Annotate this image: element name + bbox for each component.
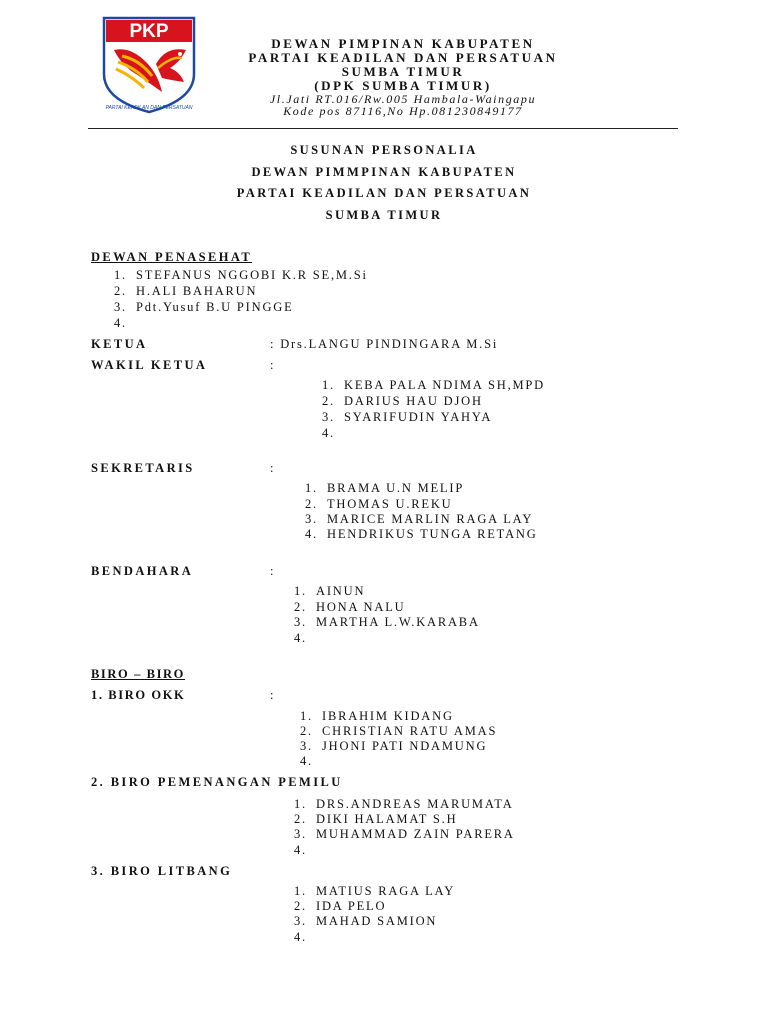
biro-heading: BIRO – BIRO: [91, 667, 186, 681]
list-item: [322, 394, 483, 409]
biro-okk-colon: :: [270, 688, 274, 702]
item-number: 2.: [294, 600, 307, 614]
title-line-2: DEWAN PIMMPINAN KABUPATEN: [251, 165, 517, 179]
list-item: [114, 268, 368, 283]
list-item: [300, 709, 454, 724]
sekretaris-label: SEKRETARIS: [91, 461, 195, 475]
item-number: 2.: [114, 284, 127, 298]
list-item: [294, 615, 480, 630]
item-name: BRAMA U.N MELIP: [327, 481, 465, 495]
item-name: KEBA PALA NDIMA SH,MPD: [344, 378, 545, 392]
letterhead-line-3: SUMBA TIMUR: [341, 64, 465, 79]
list-item: [114, 300, 294, 315]
list-item: [294, 631, 316, 646]
logo-text: PKP: [129, 21, 169, 42]
ketua-label: KETUA: [91, 337, 148, 351]
item-name: HENDRIKUS TUNGA RETANG: [327, 527, 538, 541]
item-name: MARICE MARLIN RAGA LAY: [327, 512, 534, 526]
list-item: [294, 797, 514, 812]
list-item: [294, 812, 457, 827]
item-name: Pdt.Yusuf B.U PINGGE: [136, 300, 294, 314]
item-name: IDA PELO: [316, 899, 387, 913]
ketua-value: : Drs.LANGU PINDINGARA M.Si: [270, 337, 499, 351]
list-item: [294, 584, 365, 599]
item-name: THOMAS U.REKU: [327, 497, 453, 511]
item-number: 1.: [305, 481, 318, 495]
item-number: 4.: [294, 631, 307, 645]
item-number: 1.: [294, 884, 307, 898]
list-item: [300, 754, 322, 769]
list-item: [294, 884, 455, 899]
item-number: 4.: [114, 316, 127, 330]
item-name: IBRAHIM KIDANG: [322, 709, 454, 723]
item-name: DIKI HALAMAT S.H: [316, 812, 458, 826]
item-name: STEFANUS NGGOBI K.R SE,M.Si: [136, 268, 368, 282]
item-number: 4.: [300, 754, 313, 768]
sekretaris-colon: :: [270, 461, 274, 475]
item-number: 3.: [114, 300, 127, 314]
item-name: SYARIFUDIN YAHYA: [344, 410, 493, 424]
list-item: [294, 899, 386, 914]
bendahara-label: BENDAHARA: [91, 564, 194, 578]
list-item: [294, 843, 316, 858]
dewan-penasehat-heading: DEWAN PENASEHAT: [91, 250, 253, 264]
item-name: CHRISTIAN RATU AMAS: [322, 724, 498, 738]
bendahara-colon: :: [270, 564, 274, 578]
letterhead-line-2: PARTAI KEADILAN DAN PERSATUAN: [248, 50, 558, 65]
item-name: MATIUS RAGA LAY: [316, 884, 456, 898]
biro-pemenangan-label: 2. BIRO PEMENANGAN PEMILU: [91, 775, 343, 789]
list-item: [322, 378, 545, 393]
list-item: [322, 410, 492, 425]
item-number: 2.: [305, 497, 318, 511]
item-number: 4.: [294, 843, 307, 857]
item-number: 2.: [300, 724, 313, 738]
list-item: [294, 930, 316, 945]
letterhead-line-4: (DPK SUMBA TIMUR): [314, 78, 492, 93]
list-item: [294, 600, 405, 615]
item-name: MUHAMMAD ZAIN PARERA: [316, 827, 515, 841]
list-item: [322, 426, 344, 441]
item-name: H.ALI BAHARUN: [136, 284, 258, 298]
item-number: 3.: [294, 827, 307, 841]
item-number: 1.: [300, 709, 313, 723]
title-line-4: SUMBA TIMUR: [325, 208, 443, 222]
item-name: DARIUS HAU DJOH: [344, 394, 483, 408]
letterhead-divider: [88, 128, 678, 129]
logo-caption: PARTAI KEADILAN DAN PERSATUAN: [105, 105, 193, 111]
item-number: 3.: [300, 739, 313, 753]
letterhead-address: Jl.Jati RT.016/Rw.005 Hambala-Waingapu: [269, 92, 537, 106]
list-item: [294, 914, 437, 929]
item-number: 2.: [294, 812, 307, 826]
list-item: [114, 316, 136, 331]
item-name: MAHAD SAMION: [316, 914, 438, 928]
item-name: HONA NALU: [316, 600, 406, 614]
item-number: 4.: [294, 930, 307, 944]
wakil-ketua-label: WAKIL KETUA: [91, 358, 208, 372]
biro-okk-label: 1. BIRO OKK: [91, 688, 186, 702]
item-number: 1.: [114, 268, 127, 282]
item-number: 3.: [322, 410, 335, 424]
item-number: 2.: [294, 899, 307, 913]
item-name: MARTHA L.W.KARABA: [316, 615, 480, 629]
item-number: 4.: [322, 426, 335, 440]
list-item: [300, 739, 487, 754]
biro-litbang-label: 3. BIRO LITBANG: [91, 864, 233, 878]
letterhead-contact: Kode pos 87116,No Hp.081230849177: [283, 104, 523, 118]
item-number: 1.: [322, 378, 335, 392]
title-line-1: SUSUNAN PERSONALIA: [290, 143, 478, 157]
item-number: 3.: [294, 914, 307, 928]
item-number: 4.: [305, 527, 318, 541]
item-number: 3.: [305, 512, 318, 526]
list-item: [305, 481, 464, 496]
list-item: [305, 527, 538, 542]
list-item: [300, 724, 497, 739]
item-number: 1.: [294, 584, 307, 598]
list-item: [305, 512, 533, 527]
item-number: 3.: [294, 615, 307, 629]
item-name: JHONI PATI NDAMUNG: [322, 739, 488, 753]
item-name: DRS.ANDREAS MARUMATA: [316, 797, 514, 811]
item-number: 1.: [294, 797, 307, 811]
item-number: 2.: [322, 394, 335, 408]
title-line-3: PARTAI KEADILAN DAN PERSATUAN: [236, 186, 532, 200]
item-name: AINUN: [316, 584, 366, 598]
wakil-ketua-colon: :: [270, 358, 274, 372]
list-item: [294, 827, 515, 842]
list-item: [305, 497, 453, 512]
letterhead-line-1: DEWAN PIMPINAN KABUPATEN: [271, 36, 535, 51]
list-item: [114, 284, 257, 299]
